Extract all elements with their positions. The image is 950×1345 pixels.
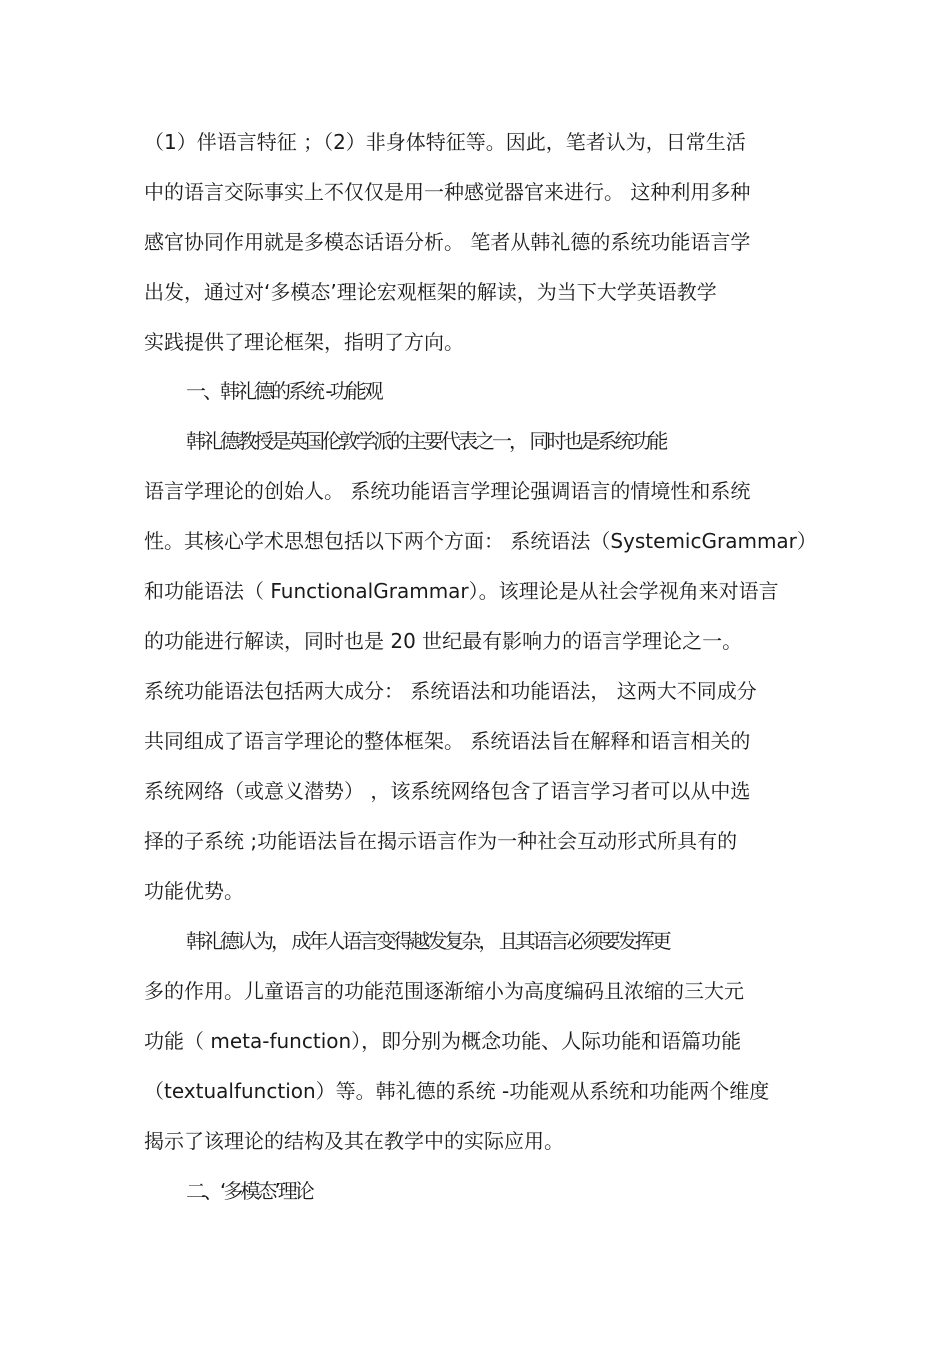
- text-line: 语言学理论的创始人。 系统功能语言学理论强调语言的情境性和系统: [144, 479, 751, 503]
- text-line: 共同组成了语言学理论的整体框架。 系统语法旨在解释和语言相关的: [144, 729, 751, 753]
- text-line: （textualfunction）等。韩礼德的系统 -功能观从系统和功能两个维度: [144, 1079, 770, 1103]
- text-line: 性。其核心学术思想包括以下两个方面： 系统语法（SystemicGrammar）: [144, 529, 817, 553]
- text-line: 功能（ meta-function），即分别为概念功能、人际功能和语篇功能: [144, 1029, 742, 1053]
- text-line: 系统网络（或意义潜势） ，该系统网络包含了语言学习者可以从中选: [144, 779, 751, 803]
- text-line: 择的子系统 ;功能语法旨在揭示语言作为一种社会互动形式所具有的: [144, 829, 738, 853]
- text-line: 中的语言交际事实上不仅仅是用一种感觉器官来进行。 这种利用多种: [144, 180, 751, 204]
- text-line: 出发，通过对‘多模态’理论宏观框架的解读，为当下大学英语教学: [144, 280, 717, 304]
- text-line: 系统功能语法包括两大成分： 系统语法和功能语法， 这两大不同成分: [144, 679, 757, 703]
- text-line: 多的作用。儿童语言的功能范围逐渐缩小为高度编码且浓缩的三大元: [144, 979, 744, 1003]
- text-line: 实践提供了理论框架，指明了方向。: [144, 330, 464, 354]
- paragraph-first-line: 韩礼德教授是英国伦敦学派的主要代表之一， 同时也是系统功能: [186, 429, 666, 453]
- text-line: 揭示了该理论的结构及其在教学中的实际应用。: [144, 1129, 564, 1153]
- text-line: （1）伴语言特征 ；（2）非身体特征等。因此，笔者认为，日常生活: [144, 130, 746, 154]
- text-line: 感官协同作用就是多模态话语分析。 笔者从韩礼德的系统功能语言学: [144, 230, 751, 254]
- paragraph-first-line: 韩礼德认为， 成年人语言变得越发复杂， 且其语言必须要发挥更: [186, 929, 669, 953]
- text-line: 功能优势。: [144, 879, 244, 903]
- section-heading: 二、‘多模态’理论: [186, 1179, 312, 1203]
- text-line: 和功能语法（ FunctionalGrammar）。该理论是从社会学视角来对语言: [144, 579, 779, 603]
- text-line: 的功能进行解读，同时也是 20 世纪最有影响力的语言学理论之一。: [144, 629, 743, 653]
- section-heading: 一、韩礼德的系统 -功能观: [186, 379, 381, 403]
